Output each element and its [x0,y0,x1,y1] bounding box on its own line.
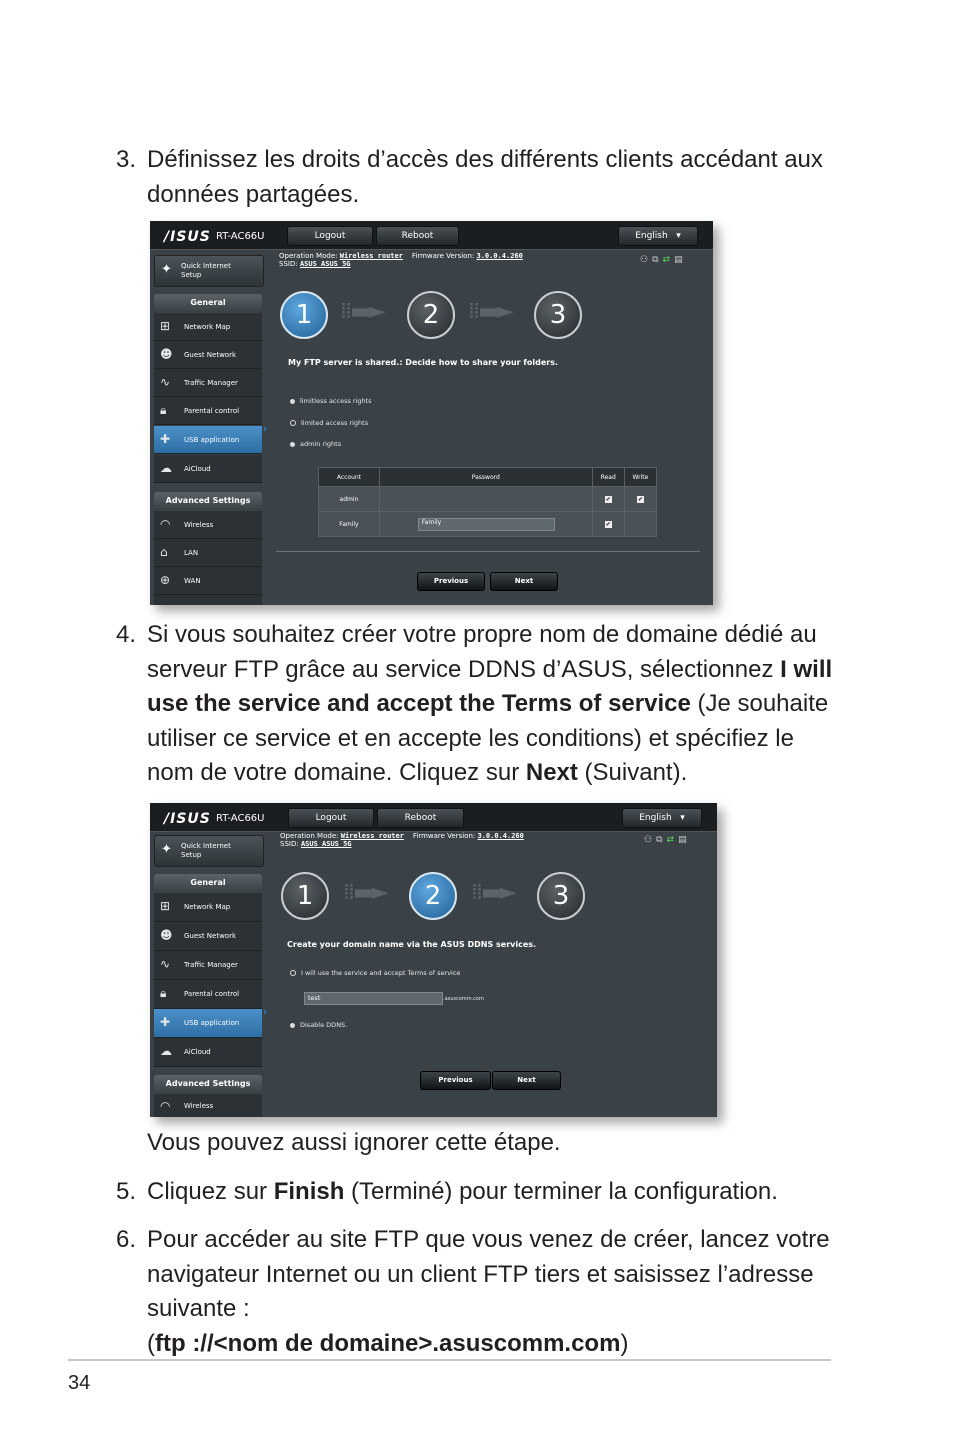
password-cell [379,487,592,512]
arrow-right-icon: ⁞⁞▬► [471,880,515,905]
account-cell: admin [319,487,380,512]
firmware-link[interactable]: 3.0.0.4.260 [477,832,524,840]
account-cell: Family [319,512,380,537]
sidebar-item-label: AiCloud [184,1048,211,1056]
firmware-label: Firmware Version: [411,252,475,260]
operation-mode-link[interactable]: Wireless router [340,832,404,840]
wizard-step-2 [409,872,457,920]
divider [276,551,700,552]
sidebar-item-usb-application[interactable] [154,426,262,454]
password-cell [379,512,592,537]
users-icon: ☻ [160,928,173,942]
network-icon: ⊞ [160,899,171,913]
sidebar-item-guest-network[interactable] [154,922,262,951]
reboot-button[interactable]: Reboot [376,226,459,246]
write-checkbox[interactable] [624,512,656,537]
checkmark-icon: ✔ [605,495,611,503]
step-text: données partagées. [147,180,360,208]
step-text [147,756,847,791]
step-text: navigateur Internet ou un client FTP tiers et saisissez l’adresse [147,1260,814,1288]
wizard-step-2 [407,291,455,339]
step-text: Pour accéder au site FTP que vous venez de créer, lancez votre [147,1226,830,1253]
sidebar-item-label: Parental control [184,990,240,998]
asus-logo: /ISUS [164,811,211,827]
arrow-right-icon: ⁞⁞▬► [468,299,512,324]
wizard-step-number: 2 [424,881,442,911]
logout-button[interactable]: Logout [287,226,373,246]
sidebar-item-label: Wireless [184,521,214,529]
logout-button[interactable]: Logout [288,808,374,828]
column-header: Read [592,468,624,487]
usb-icon[interactable]: ⇄ [666,835,679,845]
wizard-step-1 [280,291,328,339]
firmware-link[interactable]: 3.0.0.4.260 [476,252,523,260]
operation-mode-label: Operation Mode: [279,252,338,260]
ssid-value: ASUS ASUS_5G [299,260,351,268]
step-text-bold: Next [525,759,578,786]
arrow-right-icon: ⁞⁞▬► [343,880,387,905]
option-label: limitless access rights [300,397,372,405]
router-topbar [150,221,713,250]
write-checkbox[interactable] [624,487,656,512]
sidebar-item-traffic-manager[interactable] [154,951,262,980]
language-value: English [635,231,668,241]
quick-internet-setup-button[interactable] [154,255,264,287]
step-text-part: ) [620,1329,629,1357]
router-model: RT-AC66U [216,231,265,242]
step-number: 6. [116,1226,137,1253]
ssid-label: SSID: [279,260,298,268]
sidebar-item-label: Traffic Manager [184,961,238,969]
sidebar-item-traffic-manager[interactable] [154,369,262,397]
step-text: suivante : [147,1295,250,1322]
sidebar-item-label: Guest Network [184,932,237,940]
wifi-icon: ◠ [160,517,171,531]
radio-dot-icon [290,1023,295,1028]
wizard-step-1 [281,872,329,920]
sidebar-item-label: Network Map [184,903,231,911]
globe-icon: ⊕ [160,573,171,587]
sidebar-item-more[interactable] [154,595,262,605]
column-header: Account [319,468,380,487]
radio-dot-icon [290,442,295,447]
firmware-label: Firmware Version: [412,832,476,840]
step-text [147,1175,837,1210]
language-select[interactable] [618,226,698,246]
chevron-down-icon: ▾ [674,813,685,823]
reboot-button[interactable]: Reboot [377,808,464,828]
step-text: Définissez les droits d’accès des différents clients accédant aux [147,146,823,173]
read-checkbox[interactable] [592,512,624,537]
sidebar-item-label: AiCloud [184,465,211,473]
general-header: General [154,874,262,892]
advanced-settings-header: Advanced Settings [154,1075,262,1093]
step-number: 5. [116,1178,137,1205]
option-label: Disable DDNS. [300,1021,348,1029]
account-rights-table [318,467,657,537]
step-number: 4. [116,621,137,648]
table-row [319,512,657,537]
wifi-icon: ◠ [160,1099,171,1113]
sidebar-item-label: LAN [184,549,199,557]
option-use-ddns-service[interactable] [290,969,460,977]
step-text: Si vous souhaitez créer votre propre nom de domaine dédié au [147,621,817,648]
step-text-part: ( [147,1329,155,1357]
read-checkbox[interactable] [592,487,624,512]
sidebar-item-lan[interactable] [154,539,262,567]
ssid-label: SSID: [280,840,299,848]
step-text-bold: use the service and accept the Terms of service [147,690,691,717]
ftp-address: ftp ://<nom de domaine>.asuscomm.com [155,1329,621,1357]
step-text [147,1327,837,1362]
status-info [280,832,524,848]
ftp-share-heading: My FTP server is shared.: Decide how to share your folders. [288,358,559,367]
router-screenshot-ddns [150,803,717,1117]
sidebar-item-wireless[interactable] [154,511,262,539]
wand-icon: ✦ [161,262,172,277]
step-text: utiliser ce service et en accepte les conditions) et spécifiez le [147,724,794,752]
step-text-part: Cliquez sur [147,1178,274,1205]
checkmark-icon: ✔ [605,520,611,528]
operation-mode-link[interactable]: Wireless router [339,252,403,260]
quick-internet-setup-button[interactable] [154,835,264,867]
sidebar-item-usb-application[interactable] [154,1009,262,1038]
sidebar-item-aicloud[interactable] [154,1038,262,1067]
puzzle-icon: ✚ [160,1015,171,1029]
status-info [279,252,523,268]
clients-icon[interactable]: ⚇ [644,835,657,845]
sidebar-item-label: USB application [184,1019,240,1027]
ssid-value: ASUS ASUS_5G [300,840,352,848]
radio-dot-icon [290,399,295,404]
printer-icon[interactable]: ▤ [674,255,687,265]
cloud-icon: ☁ [160,1044,172,1058]
previous-button[interactable]: Previous [417,572,485,591]
sidebar-item-parental-control[interactable] [154,980,262,1009]
option-label: admin rights [300,440,342,448]
asus-logo: /ISUS [164,229,211,245]
wand-icon: ✦ [161,842,172,857]
wizard-step-number: 1 [295,300,313,330]
step-text-part: (Terminé) pour terminer la configuration. [344,1178,778,1205]
printer-icon[interactable]: ▤ [678,835,691,845]
general-header: General [154,294,262,312]
step-text [147,687,847,722]
wizard-step-3 [534,291,582,339]
wizard-step-number: 3 [549,300,567,330]
previous-button[interactable]: Previous [420,1071,491,1090]
option-limitless-access[interactable] [290,397,372,405]
cloud-icon: ☁ [160,461,172,475]
traffic-icon: ∿ [160,375,171,389]
usb-icon[interactable]: ⇄ [662,255,675,265]
network-icon: ⊞ [160,319,171,333]
step-text-part: (Je souhaite [690,690,829,717]
puzzle-icon: ✚ [160,432,171,446]
table-header-row [319,468,657,487]
step-text [147,653,847,688]
advanced-settings-header: Advanced Settings [154,492,262,510]
quick-setup-label: Quick Internet Setup [181,262,231,279]
sidebar-item-label: Guest Network [184,351,237,359]
sidebar-item-label: WAN [184,577,201,585]
wizard-step-number: 2 [422,300,440,330]
copy-icon[interactable]: ⧉ [652,255,663,265]
radio-selected-icon [290,970,296,976]
copy-icon[interactable]: ⧉ [656,835,667,845]
step-text-part: nom de votre domaine. Cliquez sur [147,759,526,786]
next-button[interactable]: Next [490,572,558,591]
language-value: English [639,813,672,823]
sidebar-item-parental-control[interactable] [154,397,262,425]
step-number: 3. [116,146,137,173]
quick-setup-label: Quick Internet Setup [181,842,231,859]
status-icons [640,255,687,265]
option-label: limited access rights [301,419,369,427]
domain-name-input[interactable]: test [304,992,443,1005]
sidebar-item-label: Traffic Manager [184,379,238,387]
checkmark-icon: ✔ [637,495,643,503]
sidebar-item-guest-network[interactable] [154,341,262,369]
column-header: Password [379,468,592,487]
wizard-step-number: 1 [296,881,314,911]
language-select[interactable] [622,808,702,828]
clients-icon[interactable]: ⚇ [640,255,653,265]
page-number: 34 [68,1372,91,1394]
traffic-icon: ∿ [160,957,171,971]
option-admin-rights[interactable] [290,440,341,448]
step-text-bold: I will [780,655,833,683]
option-disable-ddns[interactable] [290,1021,347,1029]
operation-mode-label: Operation Mode: [280,832,339,840]
wizard-step-3 [537,872,585,920]
sidebar-item-network-map[interactable] [154,313,262,341]
step-text-part: (Suivant). [577,759,688,786]
wizard-step-number: 3 [552,881,570,911]
next-button[interactable]: Next [492,1071,561,1090]
users-icon: ☻ [160,347,173,361]
sidebar-item-wireless[interactable] [154,1094,262,1117]
domain-suffix: .asuscomm.com [443,996,484,1002]
chevron-down-icon: ▾ [670,231,681,241]
router-topbar [150,803,717,832]
skip-note: Vous pouvez aussi ignorer cette étape. [147,1129,561,1156]
lock-icon: 🔒︎ [160,403,167,417]
radio-selected-icon [290,420,296,426]
ddns-heading: Create your domain name via the ASUS DDNS services. [287,940,537,949]
sidebar-item-network-map[interactable] [154,893,262,922]
table-row [319,487,657,512]
sidebar-item-label: Network Map [184,323,231,331]
sidebar-item-label: USB application [184,436,240,444]
column-header: Write [624,468,656,487]
sidebar-item-wan[interactable] [154,567,262,595]
sidebar-item-label: Parental control [184,407,240,415]
sidebar-item-label: Wireless [184,1102,214,1110]
step-text-bold: Finish [273,1178,345,1205]
option-label: I will use the service and accept Terms of service [301,969,461,977]
router-model: RT-AC66U [216,813,265,824]
footer-divider [68,1359,831,1361]
password-input[interactable]: Family [418,518,555,531]
status-icons [644,835,691,845]
step-text-part: serveur FTP grâce au service DDNS d’ASUS, sélectionnez [147,655,781,683]
option-limited-access[interactable] [290,419,368,427]
domain-row [304,992,484,1005]
router-screenshot-access-rights [150,221,713,605]
sidebar-item-aicloud[interactable] [154,455,262,483]
lock-icon: 🔒︎ [160,986,167,1000]
arrow-right-icon: ⁞⁞▬► [340,299,384,324]
home-icon: ⌂ [160,545,168,559]
